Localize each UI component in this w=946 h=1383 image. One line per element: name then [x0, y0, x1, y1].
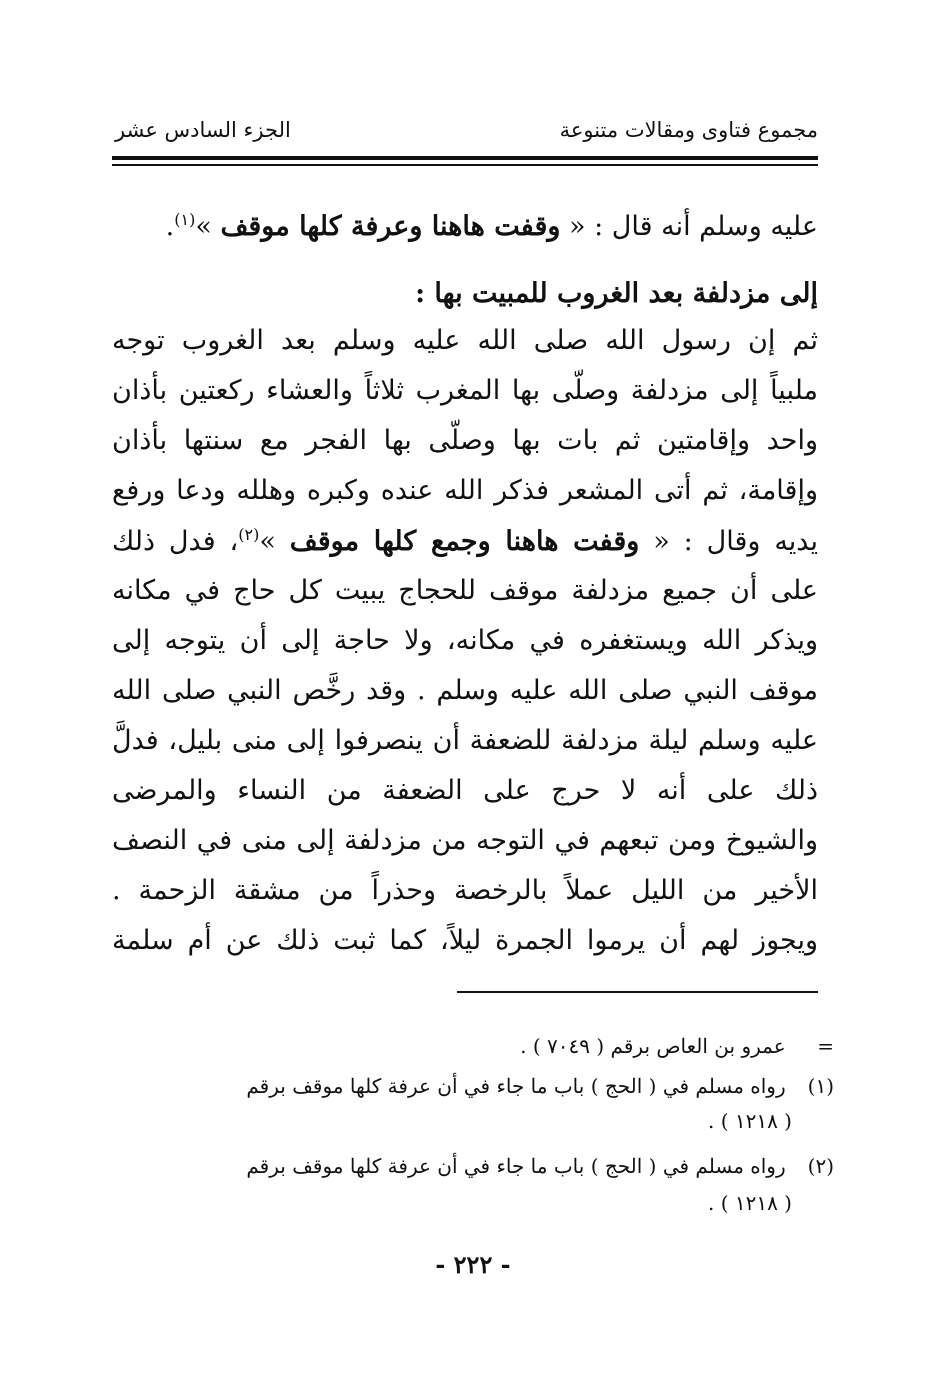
hadith-quote: وقفت هاهنا وعرفة كلها موقف — [220, 211, 561, 242]
body-line: عليه وسلم ليلة مزدلفة للضعفة أن ينصرفوا إلى منى بليل، فدلَّ — [112, 725, 818, 756]
footnote-mark: = — [817, 1034, 834, 1058]
footnote-continuation: ( ١٢١٨ ) . — [707, 1109, 792, 1133]
footnote-ref: (١) — [174, 210, 196, 229]
footnote-text: رواه مسلم في ( الحج ) باب ما جاء في أن عرفة كلها موقف برقم — [246, 1074, 786, 1098]
body-line: ثم إن رسول الله صلى الله عليه وسلم بعد الغروب توجه — [112, 325, 818, 356]
footnote-text: عمرو بن العاص برقم ( ٧٠٤٩ ) . — [520, 1034, 786, 1058]
running-header-volume: الجزء السادس عشر — [115, 118, 291, 142]
header-rule-thin — [112, 164, 818, 166]
page-number: - ٢٢٢ - — [435, 1250, 511, 1279]
body-line: ويجوز لهم أن يرموا الجمرة ليلاً، كما ثبت ذلك عن أم سلمة — [112, 925, 818, 956]
body-line: ويذكر الله ويستغفره في مكانه، ولا حاجة إلى أن يتوجه إلى — [112, 625, 818, 656]
body-line: ذلك على أنه لا حرج على الضعفة من النساء والمرضى — [112, 775, 818, 806]
footnote — [112, 1036, 834, 1056]
running-header-title: مجموع فتاوى ومقالات متنوعة — [559, 118, 818, 142]
section-heading: إلى مزدلفة بعد الغروب للمبيت بها : — [415, 278, 818, 309]
body-line: ملبياً إلى مزدلفة وصلّى بها المغرب ثلاثاً والعشاء ركعتين بأذان — [112, 375, 818, 406]
body-line: عليه وسلم أنه قال : « وقفت هاهنا وعرفة كلها موقف »$^{(١)}$. — [165, 210, 818, 242]
body-line: الأخير من الليل عملاً بالرخصة وحذراً من مشقة الزحمة . — [112, 875, 818, 906]
footnote — [112, 1076, 834, 1096]
footnote-continuation: ( ١٢١٨ ) . — [707, 1191, 792, 1215]
footnote-text: رواه مسلم في ( الحج ) باب ما جاء في أن عرفة كلها موقف برقم — [246, 1154, 786, 1178]
footnote — [112, 1156, 834, 1176]
footnote-mark: (١) — [807, 1074, 834, 1098]
body-line: واحد وإقامتين ثم بات بها وصلّى بها الفجر مع سنتها بأذان — [112, 425, 818, 456]
footnote-ref: (٢) — [238, 525, 260, 544]
footnote-separator — [457, 991, 818, 993]
footnote-mark: (٢) — [807, 1154, 834, 1178]
body-line: على أن جميع مزدلفة موقف للحجاج يبيت كل حاج في مكانه — [112, 575, 818, 606]
hadith-quote: وقفت هاهنا وجمع كلها موقف — [289, 526, 640, 557]
body-line: وإقامة، ثم أتى المشعر فذكر الله عنده وكبره وهلله ودعا ورفع — [112, 475, 818, 506]
body-line: موقف النبي صلى الله عليه وسلم . وقد رخَّص النبي صلى الله — [112, 675, 818, 706]
body-line: يديه وقال : « وقفت هاهنا وجمع كلها موقف »$^{(٢)}$، فدل ذلك — [112, 525, 818, 557]
body-line: والشيوخ ومن تبعهم في التوجه من مزدلفة إلى منى في النصف — [112, 825, 818, 856]
header-rule-thick — [112, 156, 818, 160]
